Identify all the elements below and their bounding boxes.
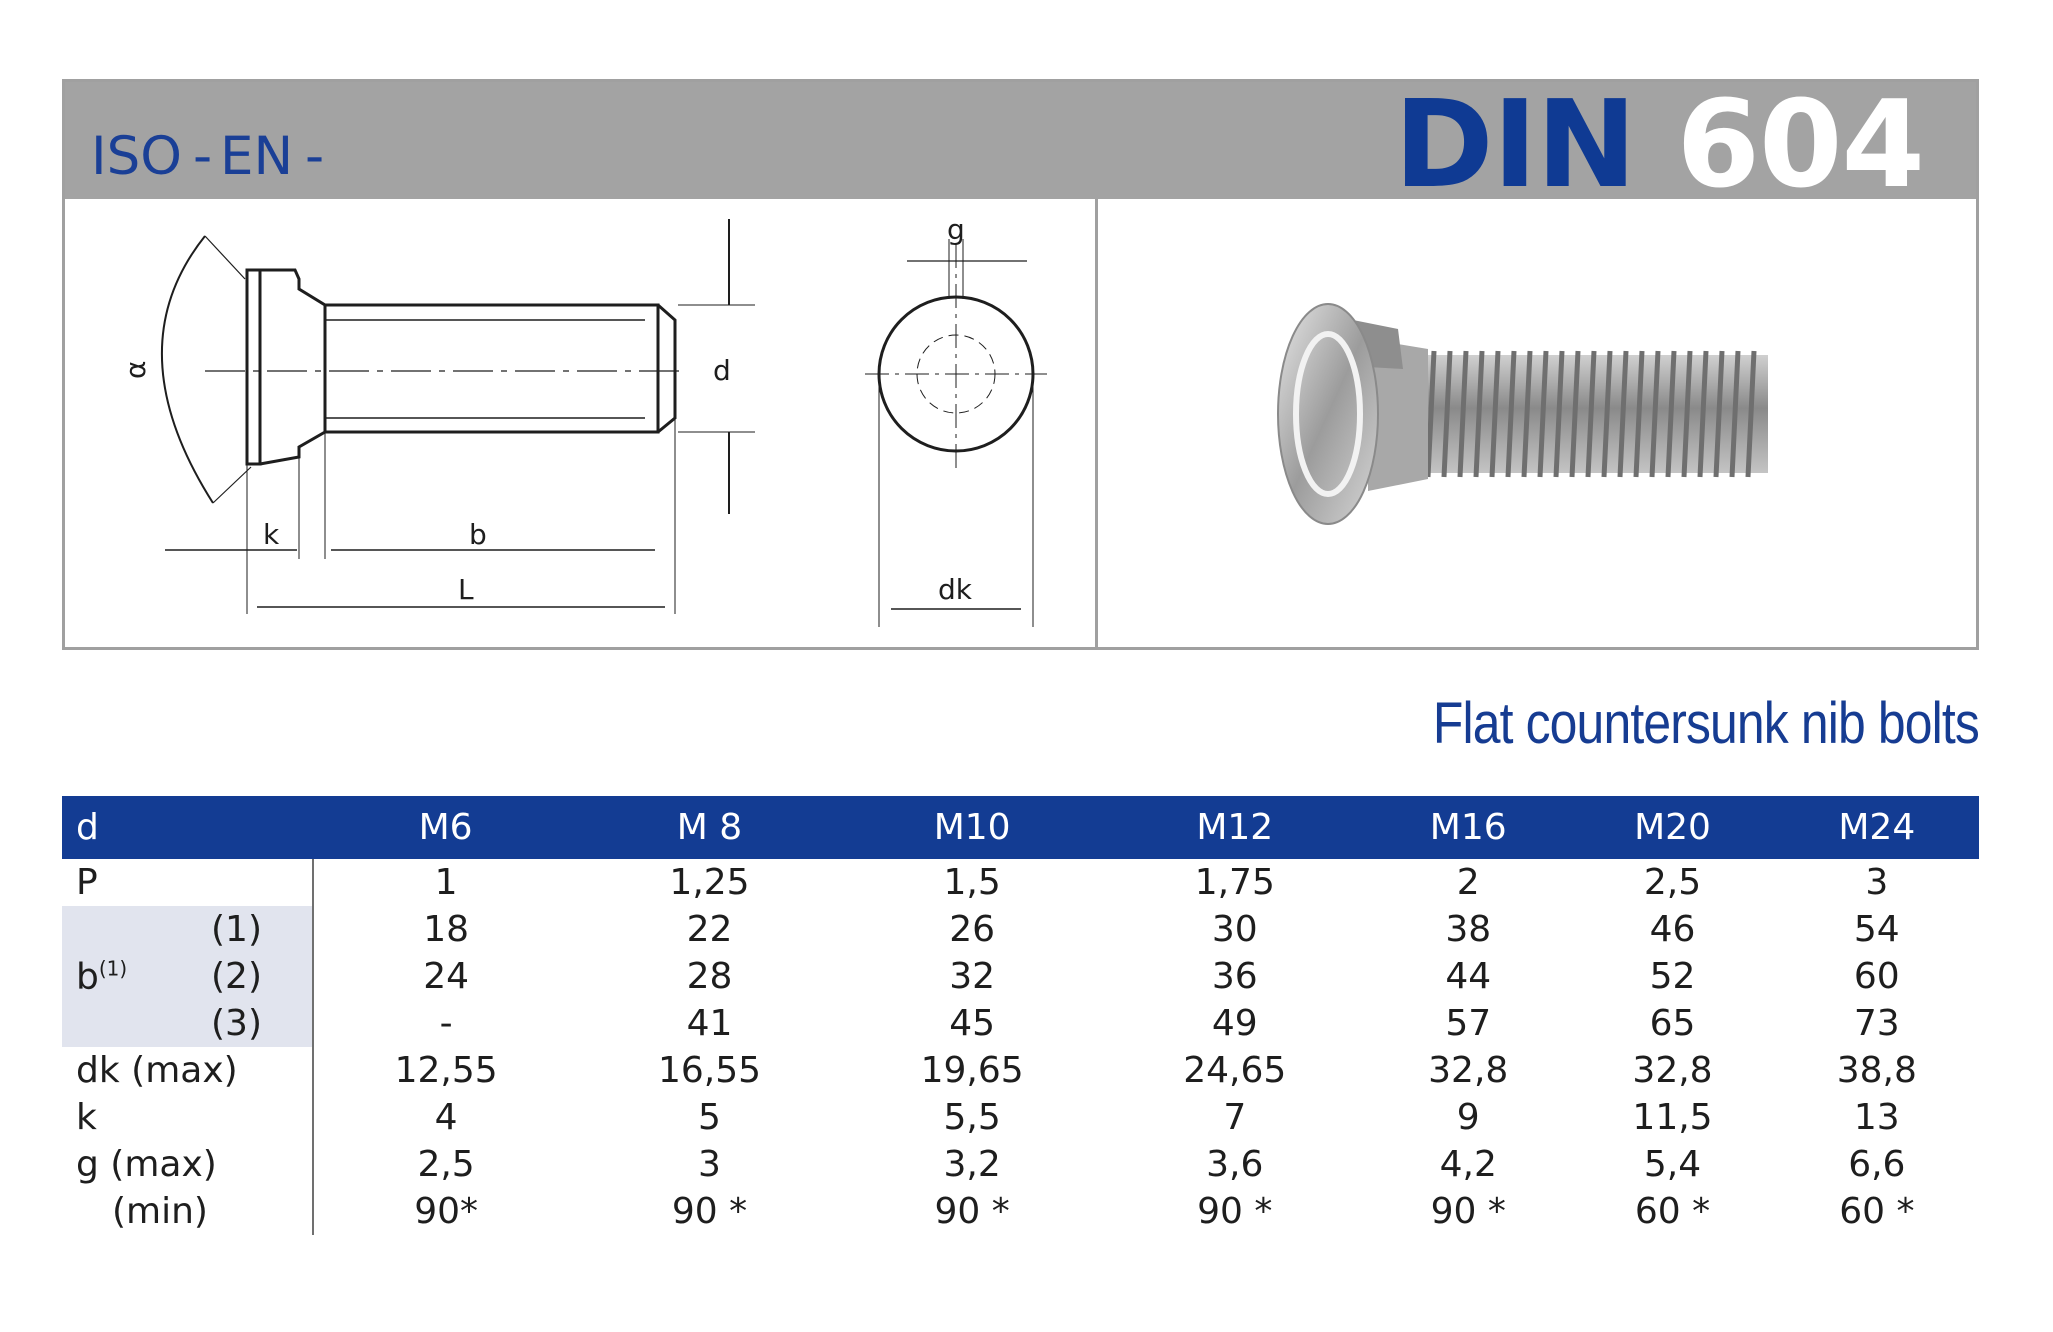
row-label-b2: [62, 953, 313, 1000]
table-cell: 5: [698, 1097, 721, 1138]
table-cell: 60: [1853, 956, 1900, 997]
table-cell: 18: [423, 909, 469, 950]
table-cell: 32,8: [1632, 1050, 1713, 1091]
b-sub-label: (1): [211, 909, 262, 950]
iso-label: ISO: [91, 126, 182, 187]
table-cell: 73: [1853, 1003, 1900, 1044]
table-row-p: [62, 859, 1979, 906]
size-m6: M6: [313, 796, 578, 859]
table-cell: 24,65: [1183, 1050, 1287, 1091]
L-dimension-label: L: [458, 573, 474, 606]
table-cell: 4: [434, 1097, 458, 1138]
b-dimension-label: b: [469, 518, 487, 551]
b-label-superscript: (1): [98, 956, 128, 980]
table-cell: 13: [1853, 1097, 1900, 1138]
table-cell: 36: [1211, 956, 1258, 997]
row-label-b1: [62, 906, 313, 953]
table-cell: 28: [686, 956, 733, 997]
bolt-photo-image: [1098, 199, 1979, 650]
table-row-k: [62, 1094, 1979, 1141]
table-cell: 19,65: [920, 1050, 1024, 1091]
table-row-min: [62, 1188, 1979, 1235]
header-label-d: d: [62, 796, 313, 859]
table-cell: -: [439, 1003, 453, 1044]
size-m16: M16: [1366, 796, 1570, 859]
table-cell: 6,6: [1848, 1144, 1906, 1185]
dk-dimension-label: dk: [938, 573, 972, 606]
b-sub-label: (2): [211, 956, 262, 997]
size-m10: M10: [841, 796, 1104, 859]
b-row-label: [76, 956, 127, 997]
row-label-min: (min): [62, 1188, 313, 1235]
table-cell: 65: [1649, 1003, 1696, 1044]
table-cell: 49: [1211, 1003, 1258, 1044]
table-cell: 7: [1223, 1097, 1247, 1138]
table-cell: 3,6: [1206, 1144, 1264, 1185]
b-sub-label: (3): [211, 1003, 262, 1044]
row-label-p: P: [62, 859, 313, 906]
row-label-g-max: g (max): [62, 1141, 313, 1188]
table-cell: 1,25: [669, 862, 750, 903]
table-cell: 54: [1853, 909, 1900, 950]
table-cell: 45: [949, 1003, 996, 1044]
table-row-g-max: [62, 1141, 1979, 1188]
header-bar: [65, 76, 1976, 215]
table-row-b2: [62, 953, 1979, 1000]
table-cell: 2: [1456, 862, 1480, 903]
table-cell: 11,5: [1632, 1097, 1713, 1138]
table-cell: 32,8: [1428, 1050, 1509, 1091]
table-header-row: [62, 796, 1979, 859]
product-title: Flat countersunk nib bolts: [1432, 691, 1979, 756]
row-label-k: k: [62, 1094, 313, 1141]
separator: -: [305, 126, 325, 187]
table-cell: 1,5: [943, 862, 1001, 903]
table-cell: 3: [698, 1144, 721, 1185]
table-cell: 90 *: [1197, 1191, 1273, 1232]
table-cell: 22: [686, 909, 733, 950]
table-cell: 44: [1445, 956, 1492, 997]
table-cell: 90 *: [934, 1191, 1010, 1232]
table-cell: 12,55: [394, 1050, 498, 1091]
row-label-dk-max: dk (max): [62, 1047, 313, 1094]
en-label: EN: [220, 126, 294, 187]
table-cell: 90*: [414, 1191, 478, 1232]
row-label-b3: [62, 1000, 313, 1047]
table-cell: 60 *: [1839, 1191, 1915, 1232]
table-cell: 3: [1865, 862, 1889, 903]
table-cell: 16,55: [657, 1050, 762, 1091]
table-cell: 30: [1211, 909, 1258, 950]
size-m12: M12: [1103, 796, 1366, 859]
table-cell: 4,2: [1439, 1144, 1497, 1185]
table-row-dk-max: [62, 1047, 1979, 1094]
din-standard-code: [1394, 76, 1924, 215]
alpha-label: α: [119, 360, 152, 379]
table-cell: 2,5: [1643, 862, 1702, 903]
table-cell: 9: [1456, 1097, 1480, 1138]
table-cell: 90 *: [1430, 1191, 1506, 1232]
k-dimension-label: k: [263, 518, 280, 551]
table-cell: 5,4: [1643, 1144, 1702, 1185]
technical-drawing: [65, 199, 1095, 650]
size-m8: M 8: [578, 796, 841, 859]
table-cell: 52: [1649, 956, 1696, 997]
bolt-photo: [1098, 199, 1979, 650]
table-cell: 2,5: [417, 1144, 475, 1185]
table-cell: 38,8: [1836, 1050, 1917, 1091]
g-dimension-label: g: [947, 213, 965, 246]
size-m24: M24: [1775, 796, 1979, 859]
d-dimension-label: d: [713, 354, 731, 387]
table-cell: 3,2: [943, 1144, 1001, 1185]
table-cell: 26: [949, 909, 996, 950]
table-cell: 46: [1649, 909, 1696, 950]
table-cell: 57: [1445, 1003, 1492, 1044]
table-cell: 1,75: [1194, 862, 1275, 903]
size-m20: M20: [1570, 796, 1774, 859]
table-cell: 5,5: [943, 1097, 1001, 1138]
table-cell: 32: [949, 956, 996, 997]
spec-sheet-panel: [62, 76, 1979, 650]
b-label-text: b: [76, 956, 99, 997]
separator: -: [193, 126, 213, 187]
table-row-b3: [62, 1000, 1979, 1047]
table-cell: 90 *: [671, 1191, 748, 1232]
table-row-b1: [62, 906, 1979, 953]
din-prefix: DIN: [1394, 76, 1636, 215]
table-cell: 41: [686, 1003, 733, 1044]
din-number: 604: [1676, 76, 1924, 215]
dimensions-table: [62, 796, 1979, 1235]
table-cell: 1: [434, 862, 458, 903]
table-cell: 38: [1445, 909, 1492, 950]
bolt-dimension-drawing: [65, 199, 1095, 650]
table-cell: 24: [423, 956, 469, 997]
table-cell: 60 *: [1634, 1191, 1711, 1232]
